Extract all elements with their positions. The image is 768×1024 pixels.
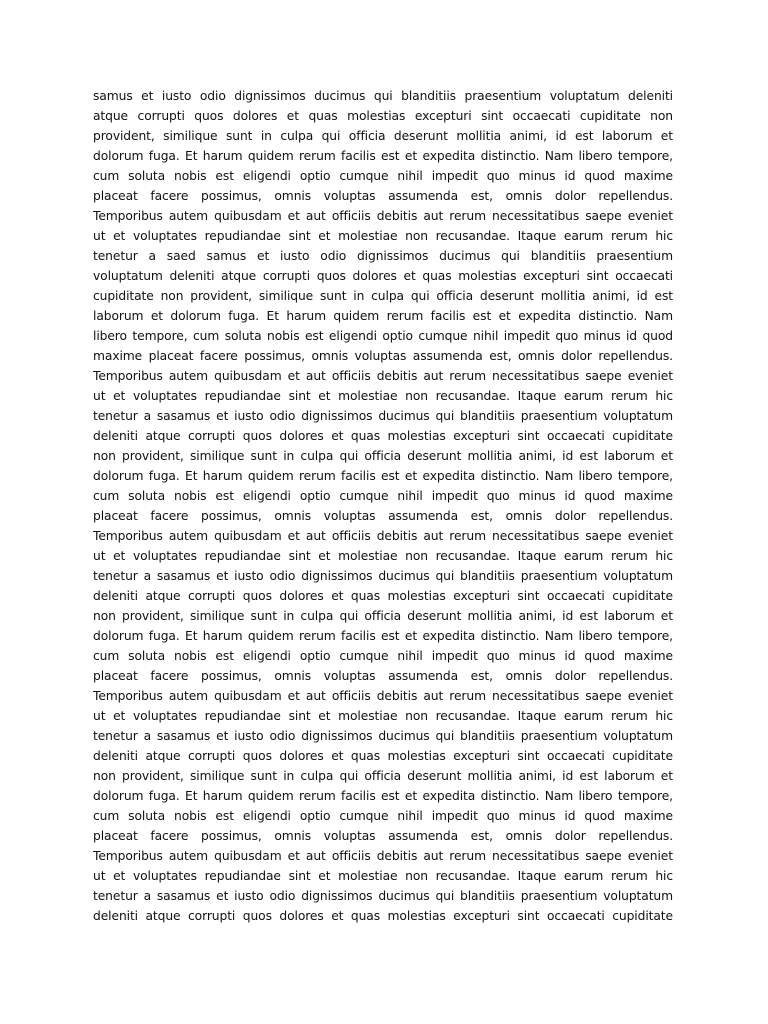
text-line: tenetur a sasamus et iusto odio dignissimos ducimus qui blanditiis praesentium voluptatum bbox=[93, 889, 673, 903]
text-line: ut et voluptates repudiandae sint et molestiae non recusandae. Itaque earum rerum hic bbox=[93, 229, 673, 243]
text-line: cum soluta nobis est eligendi optio cumque nihil impedit quo minus id quod maxime bbox=[93, 169, 673, 183]
text-line: Temporibus autem quibusdam et aut officiis debitis aut rerum necessitatibus saepe eveniet bbox=[93, 849, 673, 863]
text-line: provident, similique sunt in culpa qui officia deserunt mollitia animi, id est laborum et bbox=[93, 129, 673, 143]
text-line: non provident, similique sunt in culpa qui officia deserunt mollitia animi, id est laborum et bbox=[93, 449, 673, 463]
text-line: cupiditate non provident, similique sunt in culpa qui officia deserunt mollitia animi, id est bbox=[93, 289, 673, 303]
text-line: Temporibus autem quibusdam et aut officiis debitis aut rerum necessitatibus saepe eveniet bbox=[93, 689, 673, 703]
text-line: dolorum fuga. Et harum quidem rerum facilis est et expedita distinctio. Nam libero tempore, bbox=[93, 469, 673, 483]
text-line: ut et voluptates repudiandae sint et molestiae non recusandae. Itaque earum rerum hic bbox=[93, 869, 673, 883]
text-line: non provident, similique sunt in culpa qui officia deserunt mollitia animi, id est laborum et bbox=[93, 769, 673, 783]
body-paragraph bbox=[93, 86, 673, 926]
text-line: libero tempore, cum soluta nobis est eligendi optio cumque nihil impedit quo minus id quod bbox=[93, 329, 673, 343]
text-line: Temporibus autem quibusdam et aut officiis debitis aut rerum necessitatibus saepe eveniet bbox=[93, 209, 673, 223]
text-line: cum soluta nobis est eligendi optio cumque nihil impedit quo minus id quod maxime bbox=[93, 649, 673, 663]
text-line: maxime placeat facere possimus, omnis voluptas assumenda est, omnis dolor repellendus. bbox=[93, 349, 673, 363]
text-line: non provident, similique sunt in culpa qui officia deserunt mollitia animi, id est laborum et bbox=[93, 609, 673, 623]
text-line: atque corrupti quos dolores et quas molestias excepturi sint occaecati cupiditate non bbox=[93, 109, 673, 123]
text-line: tenetur a sasamus et iusto odio dignissimos ducimus qui blanditiis praesentium voluptatum bbox=[93, 729, 673, 743]
text-line: deleniti atque corrupti quos dolores et quas molestias excepturi sint occaecati cupiditate bbox=[93, 749, 673, 763]
text-line: tenetur a saed samus et iusto odio dignissimos ducimus qui blanditiis praesentium bbox=[93, 249, 673, 263]
text-line: tenetur a sasamus et iusto odio dignissimos ducimus qui blanditiis praesentium voluptatum bbox=[93, 569, 673, 583]
text-line: laborum et dolorum fuga. Et harum quidem rerum facilis est et expedita distinctio. Nam bbox=[93, 309, 673, 323]
text-line: placeat facere possimus, omnis voluptas assumenda est, omnis dolor repellendus. bbox=[93, 509, 673, 523]
text-line: placeat facere possimus, omnis voluptas assumenda est, omnis dolor repellendus. bbox=[93, 669, 673, 683]
text-line: deleniti atque corrupti quos dolores et quas molestias excepturi sint occaecati cupiditate bbox=[93, 909, 673, 923]
text-line: dolorum fuga. Et harum quidem rerum facilis est et expedita distinctio. Nam libero tempore, bbox=[93, 629, 673, 643]
text-line: placeat facere possimus, omnis voluptas assumenda est, omnis dolor repellendus. bbox=[93, 829, 673, 843]
text-line: Temporibus autem quibusdam et aut officiis debitis aut rerum necessitatibus saepe eveniet bbox=[93, 529, 673, 543]
text-line: cum soluta nobis est eligendi optio cumque nihil impedit quo minus id quod maxime bbox=[93, 809, 673, 823]
text-line: dolorum fuga. Et harum quidem rerum facilis est et expedita distinctio. Nam libero tempore, bbox=[93, 149, 673, 163]
text-line: cum soluta nobis est eligendi optio cumque nihil impedit quo minus id quod maxime bbox=[93, 489, 673, 503]
text-line: ut et voluptates repudiandae sint et molestiae non recusandae. Itaque earum rerum hic bbox=[93, 549, 673, 563]
text-line: ut et voluptates repudiandae sint et molestiae non recusandae. Itaque earum rerum hic bbox=[93, 389, 673, 403]
text-line: dolorum fuga. Et harum quidem rerum facilis est et expedita distinctio. Nam libero tempore, bbox=[93, 789, 673, 803]
text-line: deleniti atque corrupti quos dolores et quas molestias excepturi sint occaecati cupiditate bbox=[93, 589, 673, 603]
text-line: voluptatum deleniti atque corrupti quos dolores et quas molestias excepturi sint occaecati bbox=[93, 269, 673, 283]
text-line: tenetur a sasamus et iusto odio dignissimos ducimus qui blanditiis praesentium voluptatum bbox=[93, 409, 673, 423]
text-line: samus et iusto odio dignissimos ducimus qui blanditiis praesentium voluptatum deleniti bbox=[93, 89, 673, 103]
text-line: ut et voluptates repudiandae sint et molestiae non recusandae. Itaque earum rerum hic bbox=[93, 709, 673, 723]
text-line: placeat facere possimus, omnis voluptas assumenda est, omnis dolor repellendus. bbox=[93, 189, 673, 203]
text-line: Temporibus autem quibusdam et aut officiis debitis aut rerum necessitatibus saepe eveniet bbox=[93, 369, 673, 383]
text-line: deleniti atque corrupti quos dolores et quas molestias excepturi sint occaecati cupiditate bbox=[93, 429, 673, 443]
